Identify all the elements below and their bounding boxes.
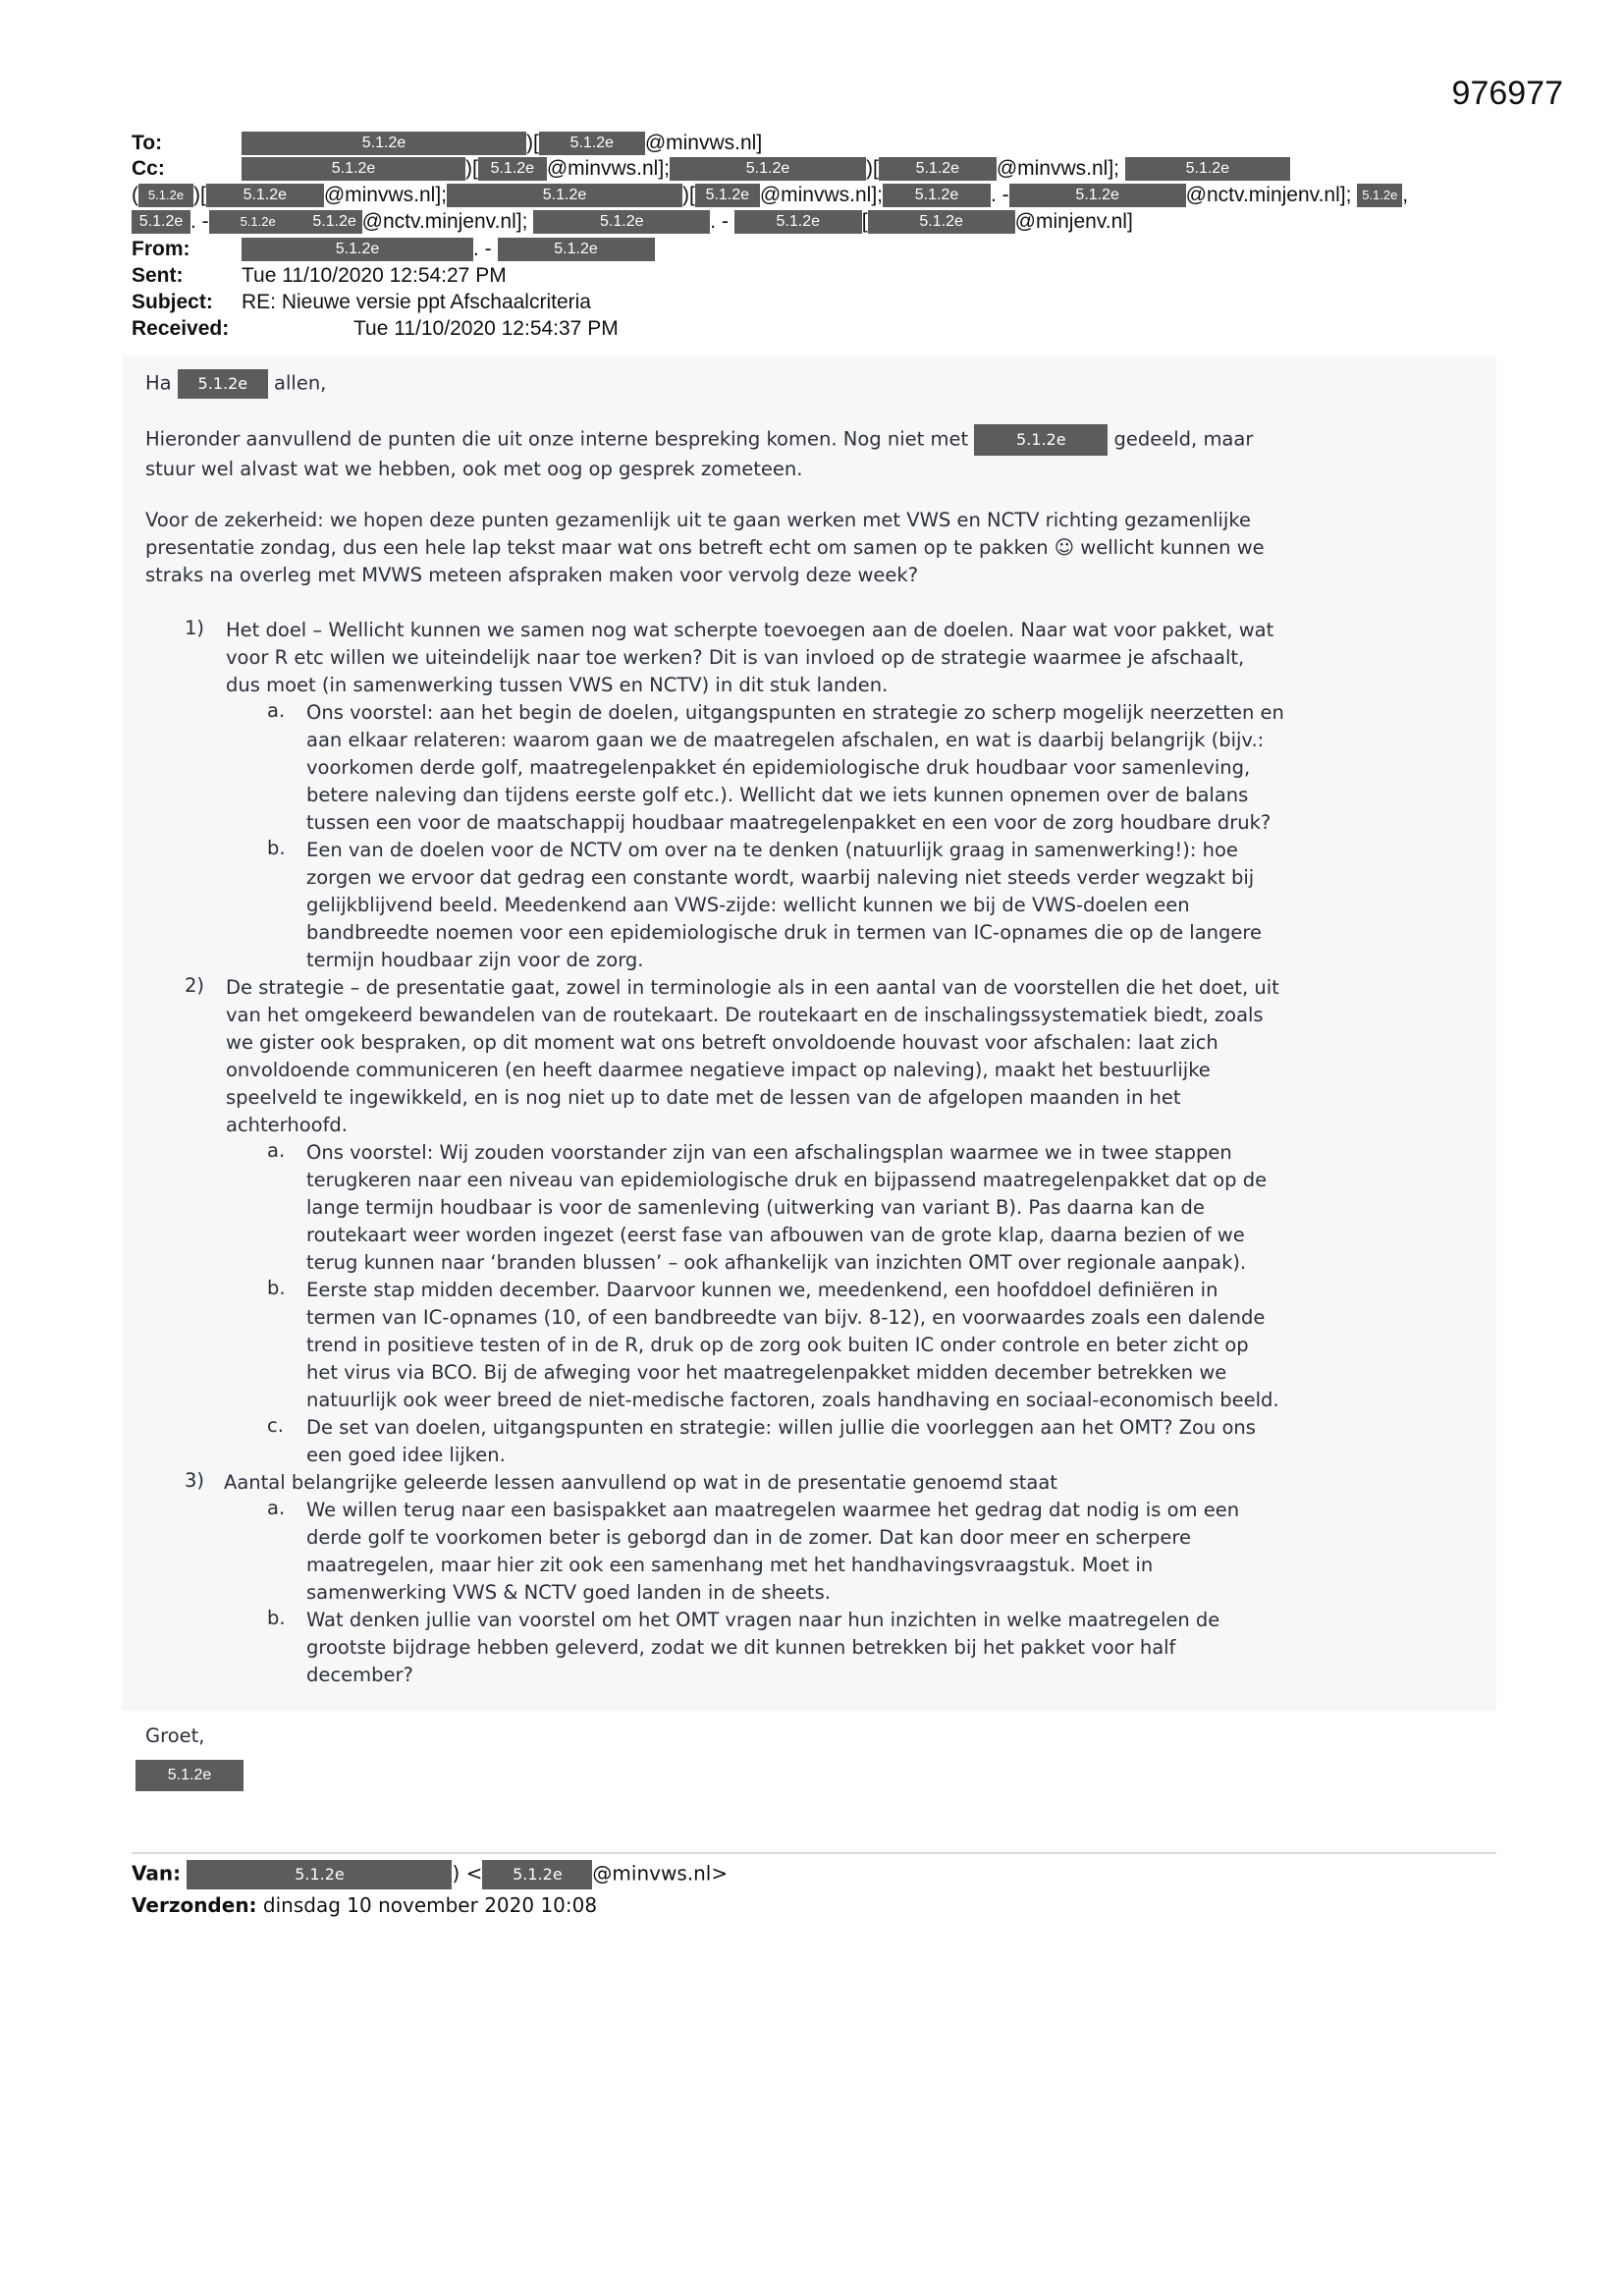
redaction-block: 5.1.2e — [498, 238, 655, 261]
list-item-strategy — [226, 974, 1279, 1139]
text-line: onvoldoende communiceren (en heeft daarmee negatieve impact op naleving), maakt het bestuurlijke — [226, 1059, 1211, 1081]
text-line: Ons voorstel: aan het begin de doelen, uitgangspunten en strategie zo scherp mogelijk neerzetten en — [306, 701, 1284, 724]
text-line: derde golf te voorkomen beter is geborgd dan in de zomer. Dat kan door meer en scherpere — [306, 1526, 1191, 1549]
redaction-block: 5.1.2e — [974, 424, 1108, 456]
redaction-block: 5.1.2e — [879, 157, 997, 181]
list-item-lessons — [224, 1469, 1057, 1497]
sublist-item — [306, 1139, 1267, 1277]
paragraph-intro: Hieronder aanvullend de punten die uit onze interne bespreking komen. Nog niet met 5.1.2e gedeeld, maar stuur wel alvast wat we hebben, ook met oog op gesprek zometeen. — [145, 424, 1253, 483]
subject-value: RE: Nieuwe versie ppt Afschaalcriteria — [242, 291, 591, 313]
redaction-block: 5.1.2e — [1357, 184, 1402, 207]
cc-row-2: ( 5.1.2e )[ 5.1.2e @minvws.nl]; 5.1.2e )[ 5.1.2e @minvws.nl]; 5.1.2e . - 5.1.2e @nctv.minjenv.nl]; 5.1.2e , — [132, 184, 1409, 206]
separator-line — [132, 1852, 1496, 1854]
text-line: Het doel – Wellicht kunnen we samen nog wat scherpte toevoegen aan de doelen. Naar wat voor pakket, wat — [226, 619, 1274, 641]
redaction-block: 5.1.2e — [178, 369, 268, 399]
redaction-block: 5.1.2e — [206, 184, 324, 207]
closing: Groet, — [145, 1724, 205, 1747]
text-line: straks na overleg met MVWS meteen afspraken maken voor vervolg deze week? — [145, 564, 919, 586]
redaction-block: 5.1.2e — [883, 184, 991, 207]
text-line: Wat denken jullie van voorstel om het OMT vragen naar hun inzichten in welke maatregelen de — [306, 1609, 1220, 1631]
subject-label: Subject: — [132, 291, 213, 313]
paragraph-context — [145, 507, 1265, 589]
sent-value: Tue 11/10/2020 12:54:27 PM — [242, 264, 507, 287]
redaction-block: 5.1.2e — [307, 210, 362, 234]
sublist-letter: a. — [267, 699, 286, 722]
greeting: Ha 5.1.2e allen, — [145, 369, 326, 399]
text-line: De set van doelen, uitgangspunten en strategie: willen jullie die voorleggen aan het OMT? Zou ons — [306, 1416, 1256, 1439]
text-line: termijn houdbaar zijn voor de zorg. — [306, 949, 644, 971]
text-line: speelveld te ingewikkeld, en is nog niet up to date met de lessen van de afgelopen maanden in het — [226, 1086, 1181, 1109]
to-address: @minvws.nl] — [644, 132, 763, 154]
cc-row-3: 5.1.2e . - 5.1.2e 5.1.2e @nctv.minjenv.nl]; 5.1.2e . - 5.1.2e [ 5.1.2e @minjenv.nl] — [132, 208, 1133, 235]
cc-label: Cc: — [132, 157, 165, 180]
sublist-letter: b. — [267, 1607, 286, 1629]
redaction-block: 5.1.2e — [242, 132, 526, 155]
redaction-block: 5.1.2e — [135, 1760, 244, 1791]
text-line: De strategie – de presentatie gaat, zowel in terminologie als in een aantal van de voorstellen die het doet, uit — [226, 976, 1279, 999]
text-line: natuurlijk ook weer breed de niet-medische factoren, zoals handhaving en sociaal-economisch beeld. — [306, 1389, 1279, 1411]
text-line: maatregelen, maar hier zit ook een samenhang met het handhavingsvraagstuk. Moet in — [306, 1554, 1154, 1576]
text-line: Ons voorstel: Wij zouden voorstander zijn van een afschalingsplan waarmee we in twee stappen — [306, 1141, 1232, 1164]
list-number: 1) — [185, 617, 205, 639]
redaction-block: 5.1.2e — [478, 157, 547, 181]
text-line: voor R etc willen we uiteindelijk naar toe werken? Dit is van invloed op de strategie waarmee je afschaalt, — [226, 646, 1245, 669]
text-line: een goed idee lijken. — [306, 1444, 506, 1466]
document-number: 976977 — [1451, 75, 1563, 112]
text-line: trend in positieve testen of in de R, druk op de zorg ook buiten IC onder controle en beter zicht op — [306, 1334, 1249, 1356]
text-line: zorgen we ervoor dat gedrag een constante wordt, waarbij naleving niet steeds verder wegzakt bij — [306, 866, 1255, 889]
text-line: we gister ook bespraken, op dit moment wat ons betreft onvoldoende houvast voor afschalen: laat zich — [226, 1031, 1218, 1054]
text-line: presentatie zondag, dus een hele lap tekst maar wat ons betreft echt om samen op te pakken ☺ wellicht kunnen we — [145, 536, 1265, 559]
text-line: Eerste stap midden december. Daarvoor kunnen we, meedenkend, een hoofddoel definiëren in — [306, 1279, 1218, 1301]
forwarded-from-row: Van: 5.1.2e ) < 5.1.2e @minvws.nl> — [132, 1860, 728, 1889]
sublist-item — [306, 1414, 1256, 1469]
text-line: lange termijn houdbaar is voor de samenleving (uitwerking van variant B). Pas daarna kan de — [306, 1196, 1205, 1219]
text-line: routekaart weer worden ingezet (eerst fase van afbouwen van de grote klap, daarna bezien of we — [306, 1224, 1245, 1246]
list-number: 2) — [185, 974, 205, 997]
sublist-item — [306, 1607, 1219, 1689]
received-value: Tue 11/10/2020 12:54:37 PM — [353, 317, 619, 340]
redaction-block: 5.1.2e — [482, 1860, 592, 1889]
redaction-block: 5.1.2e — [138, 184, 193, 207]
sublist-letter: b. — [267, 1277, 286, 1299]
sublist-letter: b. — [267, 837, 286, 859]
redaction-block: 5.1.2e — [539, 132, 645, 155]
text-line: van het omgekeerd bewandelen van de routekaart. De routekaart en de inschalingssystematiek biedt, zoals — [226, 1004, 1264, 1026]
redaction-block: 5.1.2e — [187, 1860, 452, 1889]
text-line: voorkomen derde golf, maatregelenpakket én epidemiologische druk houdbaar voor samenleving, — [306, 756, 1251, 779]
text-line: gelijkblijvend beeld. Meedenkend aan VWS-zijde: wellicht kunnen we bij de VWS-doelen een — [306, 894, 1190, 916]
text-line: achterhoofd. — [226, 1114, 349, 1136]
received-label: Received: — [132, 317, 230, 340]
text-line: Aantal belangrijke geleerde lessen aanvullend op wat in de presentatie genoemd staat — [224, 1471, 1057, 1494]
redaction-block: 5.1.2e — [734, 210, 862, 234]
sublist-item — [306, 837, 1262, 974]
redaction-block: 5.1.2e — [242, 238, 473, 261]
text-line: dus moet (in samenwerking tussen VWS en NCTV) in dit stuk landen. — [226, 674, 889, 696]
redaction-block: 5.1.2e — [695, 184, 760, 207]
redaction-block: 5.1.2e — [209, 210, 307, 234]
sublist-item — [306, 1277, 1279, 1414]
redaction-block: 5.1.2e — [1125, 157, 1290, 181]
list-number: 3) — [185, 1469, 205, 1492]
sublist-item — [306, 1497, 1239, 1607]
cc-row-1: 5.1.2e )[ 5.1.2e @minvws.nl]; 5.1.2e )[ 5.1.2e @minvws.nl]; 5.1.2e — [242, 155, 1290, 182]
text-line: termen van IC-opnames (10, of een bandbreedte van bijv. 8-12), en voorwaardes zoals een dalende — [306, 1306, 1266, 1329]
sublist-letter: a. — [267, 1139, 286, 1162]
list-item-goal — [226, 617, 1273, 699]
forwarded-sent-row: Verzonden: dinsdag 10 november 2020 10:08 — [132, 1893, 598, 1917]
text-line: tussen een voor de maatschappij houdbaar maatregelenpakket en een voor de zorg houdbare druk? — [306, 811, 1272, 834]
text-line: december? — [306, 1664, 413, 1686]
redaction-block: 5.1.2e — [242, 157, 465, 181]
redaction-block: 5.1.2e — [447, 184, 682, 207]
to-label: To: — [132, 132, 163, 154]
text-line: Een van de doelen voor de NCTV om over na te denken (natuurlijk graag in samenwerking!): hoe — [306, 839, 1238, 861]
text-line: grootste bijdrage hebben geleverd, zodat we dit kunnen betrekken bij het pakket voor half — [306, 1636, 1176, 1659]
sent-label: Sent: — [132, 264, 184, 287]
text-line: Voor de zekerheid: we hopen deze punten gezamenlijk uit te gaan werken met VWS en NCTV richting gezamenlijke — [145, 509, 1251, 531]
from-label: From: — [132, 238, 190, 260]
redaction-block: 5.1.2e — [132, 210, 190, 234]
redaction-block: 5.1.2e — [868, 210, 1015, 234]
signature-redaction — [135, 1760, 244, 1791]
from-row: 5.1.2e . - 5.1.2e — [242, 236, 655, 262]
text-line: terugkeren naar een niveau van epidemiologische druk en bijpassend maatregelenpakket dat op de — [306, 1169, 1268, 1191]
to-row: 5.1.2e )[ 5.1.2e @minvws.nl] — [242, 130, 762, 156]
redaction-block: 5.1.2e — [533, 210, 710, 234]
text-line: het virus via BCO. Bij de afweging voor het maatregelenpakket midden december betrekken we — [306, 1361, 1227, 1384]
text-line: bandbreedte noemen voor een epidemiologische druk in termen van IC-opnames die op de langere — [306, 921, 1262, 944]
sublist-item — [306, 699, 1284, 837]
text-line: We willen terug naar een basispakket aan maatregelen waarmee het gedrag dat nodig is om een — [306, 1499, 1240, 1521]
text-line: betere naleving dan tijdens eerste golf etc.). Wellicht dat we iets kunnen opnemen over de balans — [306, 784, 1249, 806]
redaction-block: 5.1.2e — [1009, 184, 1186, 207]
text-line: terug kunnen naar ‘branden blussen’ – ook afhankelijk van inzichten OMT over regionale aanpak). — [306, 1251, 1247, 1274]
redaction-block: 5.1.2e — [670, 157, 866, 181]
sublist-letter: a. — [267, 1497, 286, 1519]
text-line: samenwerking VWS & NCTV goed landen in de sheets. — [306, 1581, 831, 1604]
sublist-letter: c. — [267, 1414, 284, 1437]
text-line: aan elkaar relateren: waarom gaan we de maatregelen afschalen, en wat is daarbij belangrijk (bijv.: — [306, 729, 1265, 751]
